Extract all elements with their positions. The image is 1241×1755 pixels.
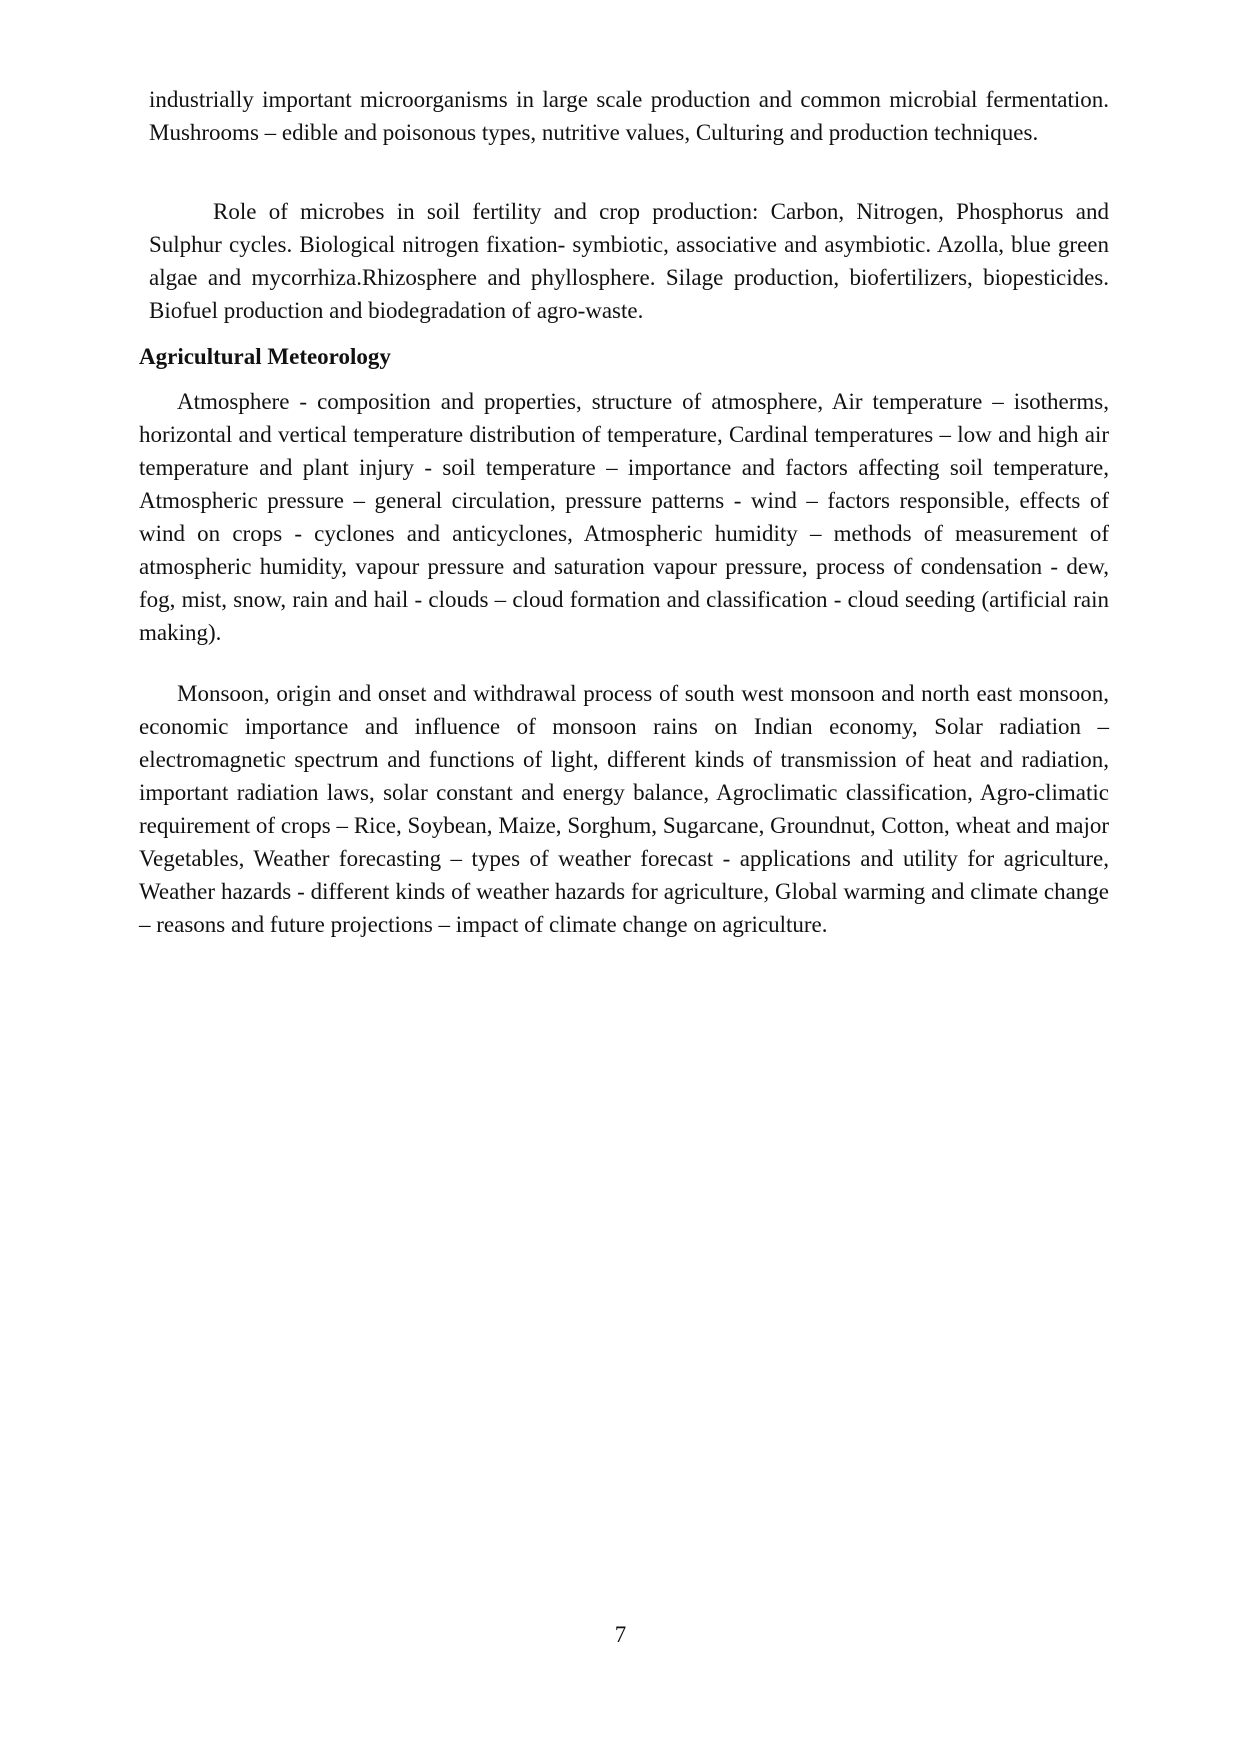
paragraph-meteorology-atmosphere: Atmosphere - composition and properties, structure of atmosphere, Air temperature – isotherms, horizontal and vertical temperature distribution of temperature, Cardinal temperatures – low and high air temperature and plant injury - soil temperature – importance and factors affecting soil temperature, Atmospheric pressure – general circulation, pressure patterns - wind – factors responsible, effects of wind on crops - cyclones and anticyclones, Atmospheric humidity – methods of measurement of atmospheric humidity, vapour pressure and saturation vapour pressure, process of condensation - dew, fog, mist, snow, rain and hail - clouds – cloud formation and classification - cloud seeding (artificial rain making). (139, 389, 1109, 645)
paragraph-meteorology-monsoon: Monsoon, origin and onset and withdrawal process of south west monsoon and north east monsoon, economic importance and influence of monsoon rains on Indian economy, Solar radiation – electromagnetic spectrum and functions of light, different kinds of transmission of heat and radiation, important radiation laws, solar constant and energy balance, Agroclimatic classification, Agro-climatic requirement of crops – Rice, Soybean, Maize, Sorghum, Sugarcane, Groundnut, Cotton, wheat and major Vegetables, Weather forecasting – types of weather forecast - applications and utility for agriculture, Weather hazards - different kinds of weather hazards for agriculture, Global warming and climate change – reasons and future projections – impact of climate change on agriculture. (139, 681, 1109, 937)
page-number: 7 (614, 1622, 627, 1647)
paragraph-microbes-intro: industrially important microorganisms in large scale production and common microbial fermentation. Mushrooms – edible and poisonous types, nutritive values, Culturing and production techniques. (149, 87, 1109, 145)
section-heading-agricultural-meteorology: Agricultural Meteorology (139, 344, 391, 369)
paragraph-microbes-soil: Role of microbes in soil fertility and crop production: Carbon, Nitrogen, Phosphorus and Sulphur cycles. Biological nitrogen fixation- symbiotic, associative and asymbiotic. Azolla, blue green algae and mycorrhiza.Rhizosphere and phyllosphere. Silage production, biofertilizers, biopesticides. Biofuel production and biodegradation of agro-waste. (149, 199, 1109, 323)
